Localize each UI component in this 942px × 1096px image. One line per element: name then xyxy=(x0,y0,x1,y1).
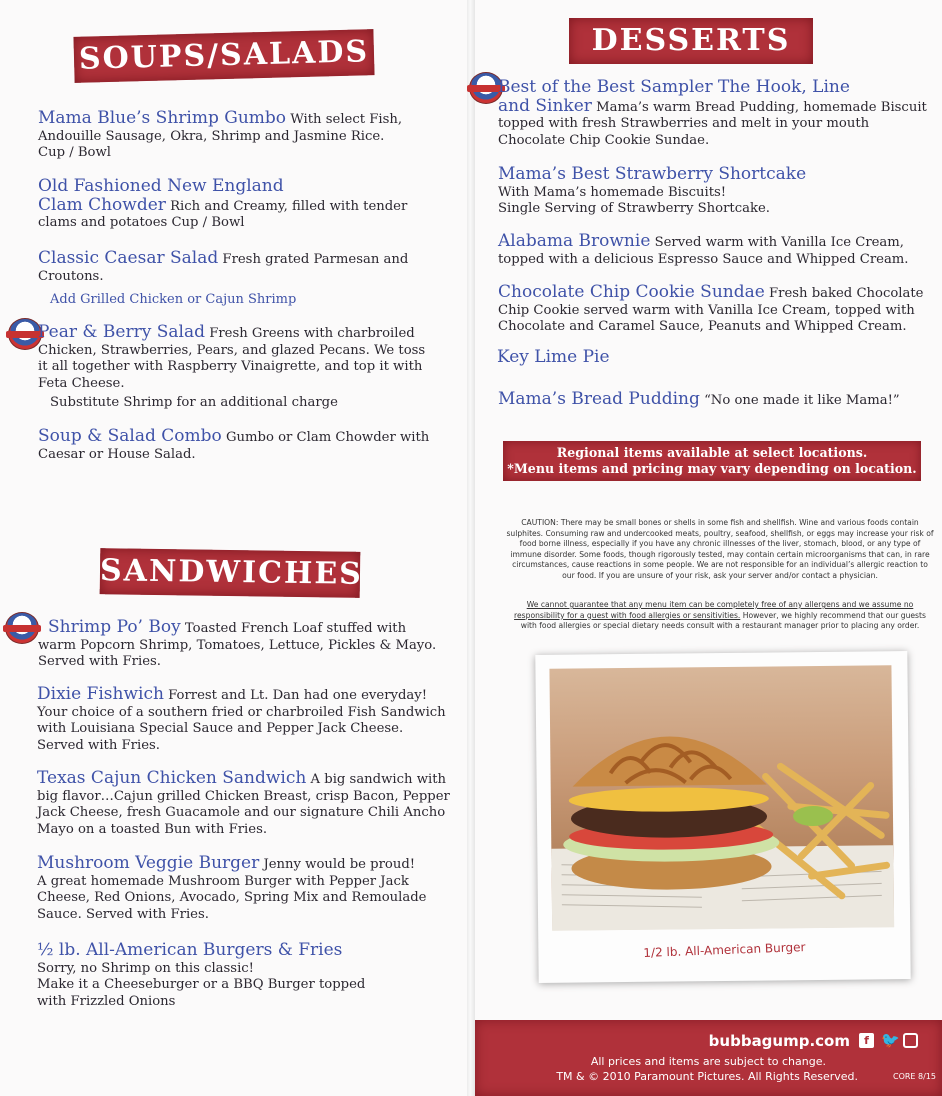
footer-prices-note: All prices and items are subject to change. xyxy=(590,1055,826,1068)
item-name: Mama Blue’s Shrimp Gumbo xyxy=(38,108,287,128)
notice-line: Regional items available at select locations. xyxy=(556,445,868,460)
item-extra: Substitute Shrimp for an additional charge xyxy=(50,395,338,410)
instagram-icon[interactable] xyxy=(903,1033,918,1048)
item-extra: Single Serving of Strawberry Shortcake. xyxy=(498,201,770,216)
item-extra: Served with Fries. xyxy=(38,654,161,669)
footer-copyright: TM & © 2010 Paramount Pictures. All Rights Reserved. xyxy=(556,1070,858,1083)
photo-caption: 1/2 lb. All-American Burger xyxy=(643,940,806,960)
footer xyxy=(475,1020,942,1096)
menu-item xyxy=(38,428,433,463)
item-name: Shrimp Po’ Boy xyxy=(48,617,181,637)
item-name: Texas Cajun Chicken Sandwich xyxy=(37,768,307,788)
item-desc: Jenny would be proud! xyxy=(263,857,416,872)
footer-code: CORE 8/15 xyxy=(892,1072,936,1081)
item-name: Mama’s Bread Pudding xyxy=(498,389,700,409)
desserts-banner xyxy=(569,18,813,64)
allergen-underlined: We cannot guarantee that any menu item can be completely free of any allergens and we assume no responsibility for a guest with food allergies or sensitivities. xyxy=(514,600,914,620)
burger-photo-frame xyxy=(535,651,910,983)
menu-item xyxy=(498,79,930,149)
item-desc: With Mama’s homemade Biscuits! xyxy=(498,184,727,200)
twitter-icon[interactable]: 🐦 xyxy=(881,1031,900,1049)
item-name: ½ lb. All-American Burgers & Fries xyxy=(37,940,343,960)
item-extra: Cup / Bowl xyxy=(38,145,111,160)
menu-item xyxy=(498,391,930,410)
item-name: Mama’s Best Strawberry Shortcake xyxy=(498,164,807,184)
item-desc: Fresh grated Parmesan and Croutons. xyxy=(38,252,409,284)
menu-item xyxy=(38,619,448,671)
menu-item xyxy=(38,110,433,162)
menu-item xyxy=(498,233,930,268)
right-column xyxy=(475,0,942,1096)
allergen-rest: However, we highly recommend that our guests with food allergies or special dietary needs consult with a restaurant manager prior to placing any order. xyxy=(520,610,926,631)
menu-item xyxy=(498,166,930,218)
item-extra: Served with Fries. xyxy=(37,737,160,753)
menu-item xyxy=(498,284,930,336)
notice-line: *Menu items and pricing may vary depending on location. xyxy=(507,461,917,476)
item-desc: Served warm with Vanilla Ice Cream, topped with a delicious Espresso Sauce and Whipped Cream. xyxy=(498,235,909,267)
item-extra: Add Grilled Chicken or Cajun Shrimp xyxy=(50,292,297,307)
menu-item xyxy=(38,324,433,412)
sandwiches-banner xyxy=(99,548,364,598)
bubba-gump-logo-icon xyxy=(5,612,39,644)
left-column xyxy=(0,0,467,1096)
desserts-heading: DESSERTS xyxy=(591,23,791,58)
item-name: Best of the Best Sampler The Hook, Line xyxy=(498,77,850,97)
item-desc: Sorry, no Shrimp on this classic! xyxy=(37,960,254,976)
item-desc: Rich and Creamy, filled with tender clams and potatoes Cup / Bowl xyxy=(38,198,408,230)
item-desc: A big sandwich with big flavor…Cajun grilled Chicken Breast, crisp Bacon, Pepper Jack Cheese, fresh Guacamole and our signature Chili Ancho Mayo on a toasted Bun with Fries. xyxy=(37,772,450,837)
soups-salads-heading: SOUPS/SALADS xyxy=(78,34,370,77)
item-name: Alabama Brownie xyxy=(498,231,651,251)
item-desc: Fresh Greens with charbroiled Chicken, Strawberries, Pears, and glazed Pecans. We toss it all together with Raspberry Vinaigrette, and top it with Feta Cheese. xyxy=(38,326,426,391)
soups-salads-banner xyxy=(73,29,374,83)
caution-text: CAUTION: There may be small bones or shells in some fish and shellfish. Wine and various foods contain sulphites. Consuming raw and undercooked meats, poultry, seafood, shellfish, or eggs may increase your risk of food borne illness, especially if you have any chronic illnesses of the liver, stomach, blood, or any type of immune disorder. Some foods, though rigorously tested, may contain certain microorganisms that can, in rare circumstances, cause reactions in some people. We are not responsible for an individual’s allergic reaction to our food. If you are unsure of your risk, ask your server and/or contact a physician. xyxy=(506,518,934,580)
item-name: Chocolate Chip Cookie Sundae xyxy=(498,282,765,302)
facebook-icon[interactable]: f xyxy=(859,1033,874,1048)
item-name: Key Lime Pie xyxy=(497,347,610,367)
item-name: and Sinker xyxy=(498,95,592,116)
item-name: Soup & Salad Combo xyxy=(38,426,222,446)
allergen-notice xyxy=(505,600,935,632)
item-desc: With select Fish, Andouille Sausage, Okra, Shrimp and Jasmine Rice. xyxy=(38,112,403,144)
menu-item xyxy=(497,349,929,368)
page-fold xyxy=(467,0,475,1096)
item-name: Classic Caesar Salad xyxy=(38,248,219,268)
menu-item xyxy=(37,942,367,1010)
item-name: Clam Chowder xyxy=(38,194,166,215)
burger-illustration xyxy=(549,665,894,931)
menu-item xyxy=(37,770,452,838)
bubba-gump-logo-icon xyxy=(8,318,42,350)
item-desc: Toasted French Loaf stuffed with warm Popcorn Shrimp, Tomatoes, Lettuce, Pickles & Mayo. xyxy=(38,621,437,653)
regional-notice xyxy=(503,441,921,481)
menu-item xyxy=(38,250,433,309)
menu-item xyxy=(37,855,452,923)
item-name: Dixie Fishwich xyxy=(37,684,164,704)
website-link[interactable]: bubbagump.com xyxy=(708,1032,850,1050)
item-extra: A great homemade Mushroom Burger with Pepper Jack Cheese, Red Onions, Avocado, Spring Mix and Remoulade Sauce. Served with Fries. xyxy=(37,873,427,922)
item-extra: Make it a Cheeseburger or a BBQ Burger topped with Frizzled Onions xyxy=(37,977,366,1009)
item-desc: Gumbo or Clam Chowder with Caesar or House Salad. xyxy=(38,430,430,462)
item-name: Mushroom Veggie Burger xyxy=(37,853,260,873)
item-desc: Fresh baked Chocolate Chip Cookie served warm with Vanilla Ice Cream, topped with Chocolate and Caramel Sauce, Peanuts and Whipped Cream. xyxy=(498,286,924,334)
sandwiches-heading: SANDWICHES xyxy=(99,553,364,592)
burger-photo xyxy=(549,665,894,931)
item-name: Pear & Berry Salad xyxy=(38,322,205,342)
menu-item xyxy=(38,178,433,232)
item-desc: “No one made it like Mama!” xyxy=(704,393,900,408)
item-desc: Forrest and Lt. Dan had one everyday! Your choice of a southern fried or charbroiled Fish Sandwich with Louisiana Special Sauce and Pepper Jack Cheese. xyxy=(37,688,446,736)
item-desc: Mama’s warm Bread Pudding, homemade Biscuit topped with fresh Strawberries and melt in your mouth Chocolate Chip Cookie Sundae. xyxy=(498,99,927,148)
item-name: Old Fashioned New England xyxy=(38,176,284,196)
menu-item xyxy=(37,686,452,754)
